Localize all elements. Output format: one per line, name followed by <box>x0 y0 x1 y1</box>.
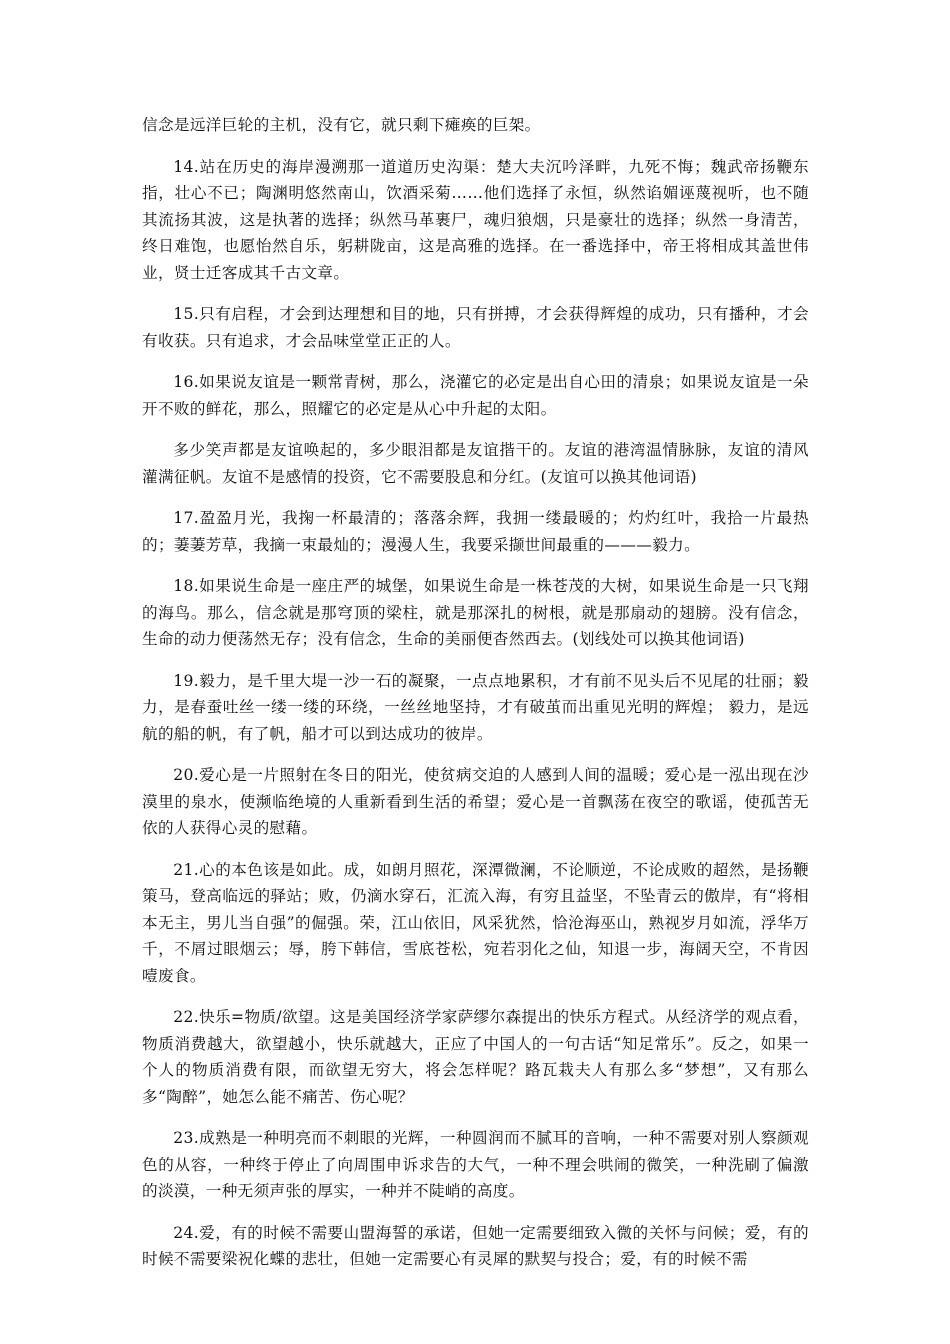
paragraph-23: 23.成熟是一种明亮而不刺眼的光辉，一种圆润而不腻耳的音响，一种不需要对别人察颜观色的从容，一种终于停止了向周围申诉求告的大气，一种不理会哄闹的微笑，一种洗刷了偏激的淡漠，一种无须声张的厚实，一种并不陡峭的高度。 <box>142 1129 809 1200</box>
paragraph-18: 18.如果说生命是一座庄严的城堡，如果说生命是一株苍茂的大树，如果说生命是一只飞翔的海鸟。那么，信念就是那穹顶的梁柱，就是那深扎的树根，就是那扇动的翅膀。没有信念，生命的动力便荡然无存；没有信念，生命的美丽便杳然西去。(划线处可以换其他词语) <box>142 577 809 648</box>
paragraph-17: 17.盈盈月光，我掬一杯最清的；落落余辉，我拥一缕最暖的；灼灼红叶，我拾一片最热的；萋萋芳草，我摘一束最灿的；漫漫人生，我要采撷世间最重的———毅力。 <box>142 509 809 554</box>
document-page <box>142 112 809 1288</box>
paragraph-20: 20.爱心是一片照射在冬日的阳光，使贫病交迫的人感到人间的温暖；爱心是一泓出现在沙漠里的泉水，使濒临绝境的人重新看到生活的希望；爱心是一首飘荡在夜空的歌谣，使孤苦无依的人获得心灵的慰藉。 <box>142 766 809 837</box>
paragraph-16: 16.如果说友谊是一颗常青树，那么，浇灌它的必定是出自心田的清泉；如果说友谊是一朵开不败的鲜花，那么，照耀它的必定是从心中升起的太阳。 <box>142 373 809 418</box>
paragraph-21: 21.心的本色该是如此。成，如朗月照花，深潭微澜，不论顺逆，不论成败的超然，是扬鞭策马，登高临远的驿站；败，仍滴水穿石，汇流入海，有穷且益坚，不坠青云的傲岸，有“将相本无主，男儿当自强”的倔强。荣，江山依旧，风采犹然，恰沧海巫山，熟视岁月如流，浮华万千，不屑过眼烟云；辱，胯下韩信，雪底苍松，宛若羽化之仙，知退一步，海阔天空，不肯因噎废食。 <box>142 860 809 985</box>
paragraph-continuation: 信念是远洋巨轮的主机，没有它，就只剩下瘫痪的巨架。 <box>142 116 541 134</box>
paragraph-22: 22.快乐=物质/欲望。这是美国经济学家萨缪尔森提出的快乐方程式。从经济学的观点看，物质消费越大，欲望越小，快乐就越大，正应了中国人的一句古话“知足常乐”。反之，如果一个人的物质消费有限，而欲望无穷大，将会怎样呢？路瓦栽夫人有那么多“梦想”，又有那么多“陶醉”，她怎么能不痛苦、伤心呢？ <box>142 1008 809 1106</box>
paragraph-19: 19.毅力，是千里大堤一沙一石的凝聚，一点点地累积，才有前不见头后不见尾的壮丽；毅力，是春蚕吐丝一缕一缕的环绕，一丝丝地坚持，才有破茧而出重见光明的辉煌； 毅力，是远航的船的帆，有了帆，船才可以到达成功的彼岸。 <box>142 671 809 743</box>
paragraph-15: 15.只有启程，才会到达理想和目的地，只有拼搏，才会获得辉煌的成功，只有播种，才会有收获。只有追求，才会品味堂堂正正的人。 <box>142 305 809 350</box>
paragraph-14: 14.站在历史的海岸漫溯那一道道历史沟渠：楚大夫沉吟泽畔，九死不悔；魏武帝扬鞭东指，壮心不已；陶渊明悠然南山，饮酒采菊……他们选择了永恒，纵然谄媚诬蔑视听，也不随其流扬其波，这是执著的选择；纵然马革裹尸，魂归狼烟，只是豪壮的选择；纵然一身清苦，终日难饱，也愿怡然自乐，躬耕陇亩，这是高雅的选择。在一番选择中，帝王将相成其盖世伟业，贤士迁客成其千古文章。 <box>142 157 809 282</box>
paragraph-16-continued: 多少笑声都是友谊唤起的，多少眼泪都是友谊揩干的。友谊的港湾温情脉脉，友谊的清风灌满征帆。友谊不是感情的投资，它不需要股息和分红。(友谊可以换其他词语) <box>142 441 809 486</box>
paragraph-24: 24.爱，有的时候不需要山盟海誓的承诺，但她一定需要细致入微的关怀与问候；爱，有的时候不需要梁祝化蝶的悲壮，但她一定需要心有灵犀的默契与投合；爱，有的时候不需 <box>142 1223 809 1268</box>
